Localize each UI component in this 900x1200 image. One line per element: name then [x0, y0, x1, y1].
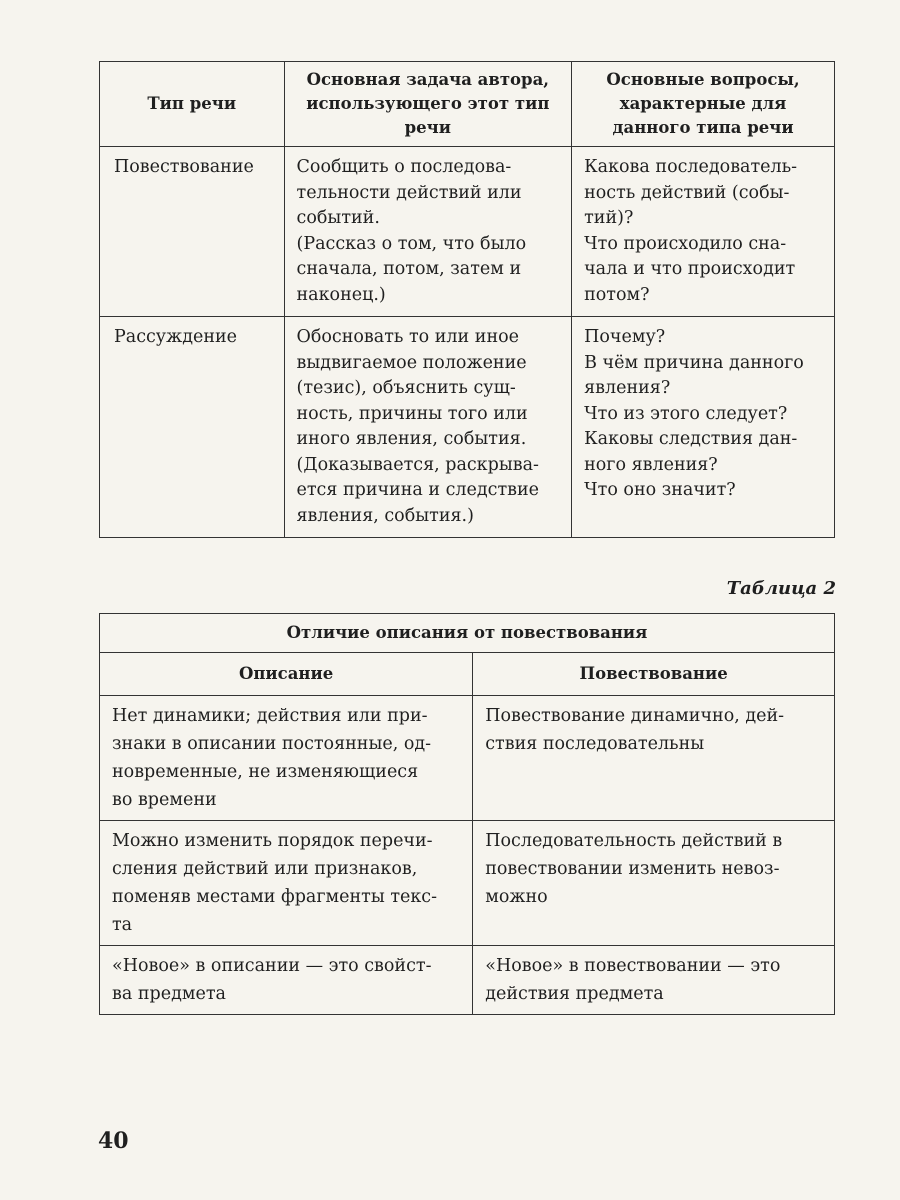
header-author-task: Основная задача автора, использующего этот тип речи	[284, 62, 572, 147]
header-speech-type: Тип речи	[100, 62, 285, 147]
cell-line: Сообщить о последова-	[296, 157, 512, 177]
cell-line: Обосновать то или иное	[296, 327, 519, 347]
description-cell	[100, 946, 473, 1015]
author-task-cell	[284, 147, 572, 317]
table-caption: Таблица 2	[726, 578, 836, 599]
narration-cell	[473, 946, 835, 1015]
cell-line: сления действий или признаков,	[112, 859, 418, 879]
cell-line: ного явления?	[584, 454, 718, 475]
cell-line: тельности действий или	[296, 182, 522, 203]
cell-line: повествовании изменить невоз-	[485, 859, 780, 879]
cell-line: Последовательность действий в	[485, 831, 783, 851]
table-row	[100, 317, 835, 538]
table-header-row	[100, 62, 835, 147]
narration-cell	[473, 821, 835, 946]
questions-cell	[572, 147, 835, 317]
cell-line: Что оно значит?	[584, 480, 736, 500]
questions-cell	[572, 317, 835, 538]
cell-line: чала и что происходит	[584, 259, 796, 279]
cell-line: можно	[485, 887, 548, 907]
cell-line: наконец.)	[296, 284, 386, 305]
table-row	[100, 147, 835, 317]
table-row	[100, 696, 835, 821]
cell-line: Нет динамики; действия или при-	[112, 706, 428, 726]
cell-line: та	[112, 915, 133, 935]
cell-line: поменяв местами фрагменты текс-	[112, 887, 438, 907]
cell-line: во времени	[112, 790, 217, 810]
cell-line: явления?	[584, 378, 671, 398]
table-header-row	[100, 653, 835, 696]
cell-line: «Новое» в описании — это свойст-	[112, 956, 432, 976]
cell-line: Что из этого следует?	[584, 403, 788, 424]
cell-line: ствия последовательны	[485, 734, 705, 754]
cell-line: тий)?	[584, 208, 634, 228]
cell-line: (Доказывается, раскрыва-	[296, 454, 539, 475]
description-cell	[100, 821, 473, 946]
cell-line: явления, события.)	[296, 505, 474, 526]
cell-line: Можно изменить порядок перечи-	[112, 831, 433, 851]
cell-line: знаки в описании постоянные, од-	[112, 734, 432, 754]
speech-type-cell: Рассуждение	[100, 317, 285, 538]
header-main-questions: Основные вопросы, характерные для данного типа речи	[572, 62, 835, 147]
cell-line: Какова последователь-	[584, 157, 798, 177]
cell-line: потом?	[584, 284, 650, 305]
cell-line: сначала, потом, затем и	[296, 259, 522, 279]
cell-line: Повествование динамично, дей-	[485, 706, 785, 726]
cell-line: ность, причины того или	[296, 403, 528, 424]
narration-cell	[473, 696, 835, 821]
speech-types-table	[99, 61, 835, 538]
table-title-row	[100, 614, 835, 653]
cell-line: действия предмета	[485, 984, 664, 1004]
header-narration: Повествование	[473, 653, 835, 696]
description-cell	[100, 696, 473, 821]
cell-line: ность действий (собы-	[584, 182, 790, 203]
description-vs-narration-table	[99, 613, 835, 1015]
cell-line: (тезис), объяснить сущ-	[296, 378, 516, 398]
table-row	[100, 821, 835, 946]
page-number: 40	[98, 1128, 129, 1154]
header-description: Описание	[100, 653, 473, 696]
cell-line: Что происходило сна-	[584, 233, 787, 254]
speech-type-cell: Повествование	[100, 147, 285, 317]
cell-line: «Новое» в повествовании — это	[485, 956, 781, 976]
cell-line: Почему?	[584, 327, 666, 347]
cell-line: событий.	[296, 208, 380, 228]
table-title: Отличие описания от повествования	[100, 614, 835, 653]
cell-line: иного явления, события.	[296, 429, 527, 449]
cell-line: выдвигаемое положение	[296, 352, 527, 373]
cell-line: (Рассказ о том, что было	[296, 233, 527, 254]
cell-line: ется причина и следствие	[296, 480, 540, 500]
cell-line: новременные, не изменяющиеся	[112, 762, 419, 782]
author-task-cell	[284, 317, 572, 538]
cell-line: Каковы следствия дан-	[584, 429, 798, 449]
cell-line: ва предмета	[112, 984, 226, 1004]
table-row	[100, 946, 835, 1015]
cell-line: В чём причина данного	[584, 352, 804, 373]
